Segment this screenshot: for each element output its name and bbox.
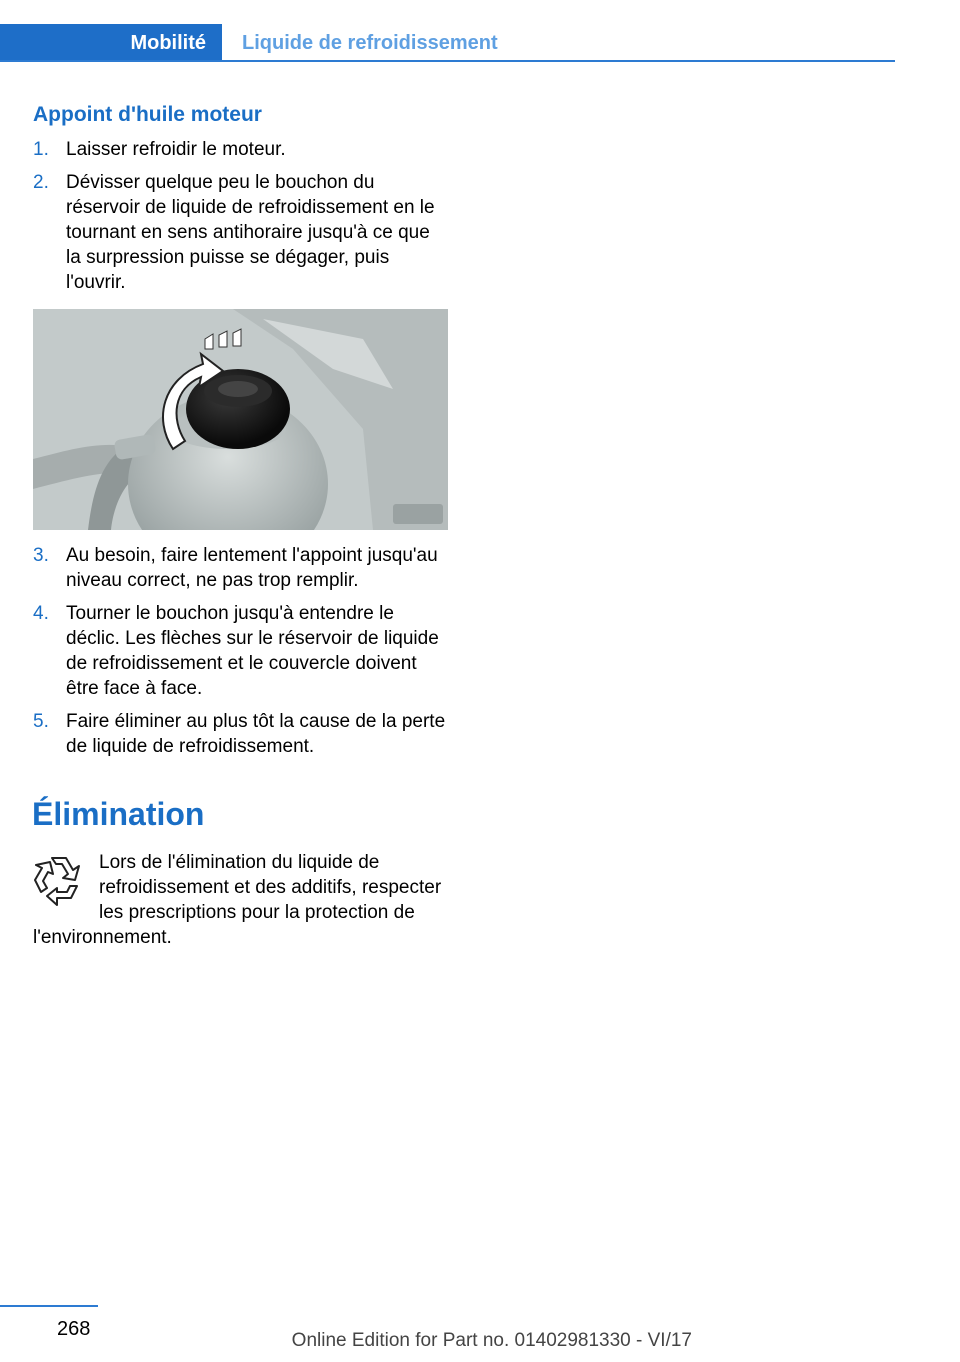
step-text: Tourner le bouchon jusqu'à entendre le déclic. Les flèches sur le réservoir de liquide de refroidissement et le couvercle doivent être face à face.	[66, 603, 439, 699]
elimination-text: Lors de l'élimination du liquide de refroidissement et des additifs, respecter les prescriptions pour la protection de l'environnement.	[33, 852, 442, 948]
page-number-rule	[0, 1305, 98, 1307]
steps-list-b	[33, 543, 448, 767]
edition-footer: Online Edition for Part no. 01402981330 - VI/17	[291, 1330, 692, 1351]
list-item	[33, 137, 448, 162]
steps-list-a	[33, 137, 448, 303]
step-text: Au besoin, faire lentement l'appoint jusqu'au niveau correct, ne pas trop remplir.	[66, 545, 438, 591]
step-number: 1.	[33, 139, 49, 160]
list-item	[33, 709, 448, 759]
elimination-paragraph	[33, 850, 451, 950]
section-tab: Mobilité	[0, 24, 222, 62]
page-number: 268	[57, 1318, 91, 1340]
section-title: Appoint d'huile moteur	[33, 103, 262, 126]
coolant-reservoir-illustration	[33, 309, 448, 530]
header-rule	[0, 60, 895, 62]
list-item	[33, 601, 448, 701]
list-item	[33, 170, 448, 295]
step-text: Laisser refroidir le moteur.	[66, 139, 286, 160]
running-header	[0, 0, 895, 62]
step-number: 3.	[33, 545, 49, 566]
step-number: 4.	[33, 603, 49, 624]
step-number: 5.	[33, 711, 49, 732]
step-number: 2.	[33, 172, 49, 193]
step-text: Faire éliminer au plus tôt la cause de la perte de liquide de refroidissement.	[66, 711, 446, 757]
list-item	[33, 543, 448, 593]
elimination-title: Élimination	[32, 796, 205, 832]
recycle-icon	[33, 852, 85, 908]
step-text: Dévisser quelque peu le bouchon du réservoir de liquide de refroidissement en le tournant en sens antihoraire jusqu'à ce que la surpression puisse se dégager, puis l'ouvrir.	[66, 172, 435, 293]
topic-tab: Liquide de refroidissement	[242, 31, 498, 54]
coolant-cap-photo	[33, 309, 448, 530]
